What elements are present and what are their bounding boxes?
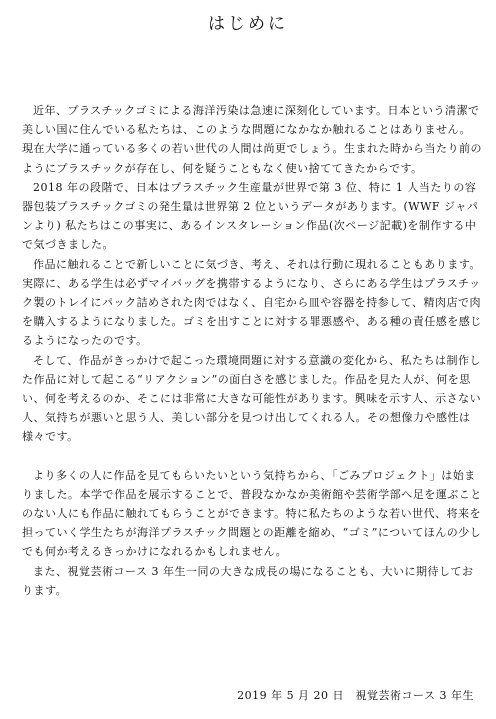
signature-date-line: 2019 年 5 月 20 日 視覚芸術コース 3 年生: [237, 689, 474, 702]
paragraph-intro: 近年、プラスチックゴミによる海洋汚染は急速に深刻化しています。日本という清潔で美しい国に住んでいる私たちは、このような問題になかなか触れることはありません。現在大学に通っている多くの若い世代の人間は尚更でしょう。生まれた時から当たり前のようにプラスチックが存在し、何を疑うこともなく使い捨ててきたからです。: [22, 104, 482, 175]
paragraph-project: より多くの人に作品を見てもらいたいという気持ちから、「ごみプロジェクト」は始まりました。本学で作品を展示することで、普段なかなか美術館や芸術学部へ足を運ぶことのない人にも作品に触れてもらうことができます。特に私たちのような若い世代、将来を担っていく学生たちが海洋プラスチック問題との距離を縮め、“ゴミ”についてほんの少しでも何か考えるきっかけになれるかもしれません。: [22, 468, 482, 559]
paragraph-closing: また、視覚芸術コース 3 年生一同の大きな成長の場になることも、大いに期待しております。: [22, 564, 474, 597]
paragraph-spacer: [22, 447, 482, 466]
paragraph-statistics: 2018 年の段階で、日本はプラスチック生産量が世界で第 3 位、特に 1 人当たりの容器包装プラスチックゴミの発生量は世界第 2 位というデータがあります。(WWF ジャパンより) 私たちはこの事実に、あるインスタレーション作品(次ページ記載)を制作する中で気づきました。: [22, 180, 479, 252]
paragraph-reaction: そして、作品がきっかけで起こった環境問題に対する意識の変化から、私たちは制作した作品に対して起こる“リアクション”の面白さを感じました。作品を見た人が、何を思い、何を考えるのか、そこには非常に大きな可能性があります。興味を示す人、示さない人、気持ちが悪いと思う人、美しい部分を見つけ出してくれる人。その想像力や感性は様々です。: [22, 353, 482, 444]
page-title: はじめに: [208, 14, 288, 34]
document-body: [22, 101, 482, 600]
paragraph-awareness: 作品に触れることで新しいことに気づき、考え、それは行動に現れることもあります。実際に、ある学生は必ずマイバッグを携帯するようになり、さらにある学生はプラスチック製のトレイにパック詰めされた肉ではなく、自宅から皿や容器を持参して、精肉店で肉を購入するようになりました。ゴミを出すことに対する罪悪感や、ある種の責任感を感じるようになったのです。: [22, 257, 482, 348]
